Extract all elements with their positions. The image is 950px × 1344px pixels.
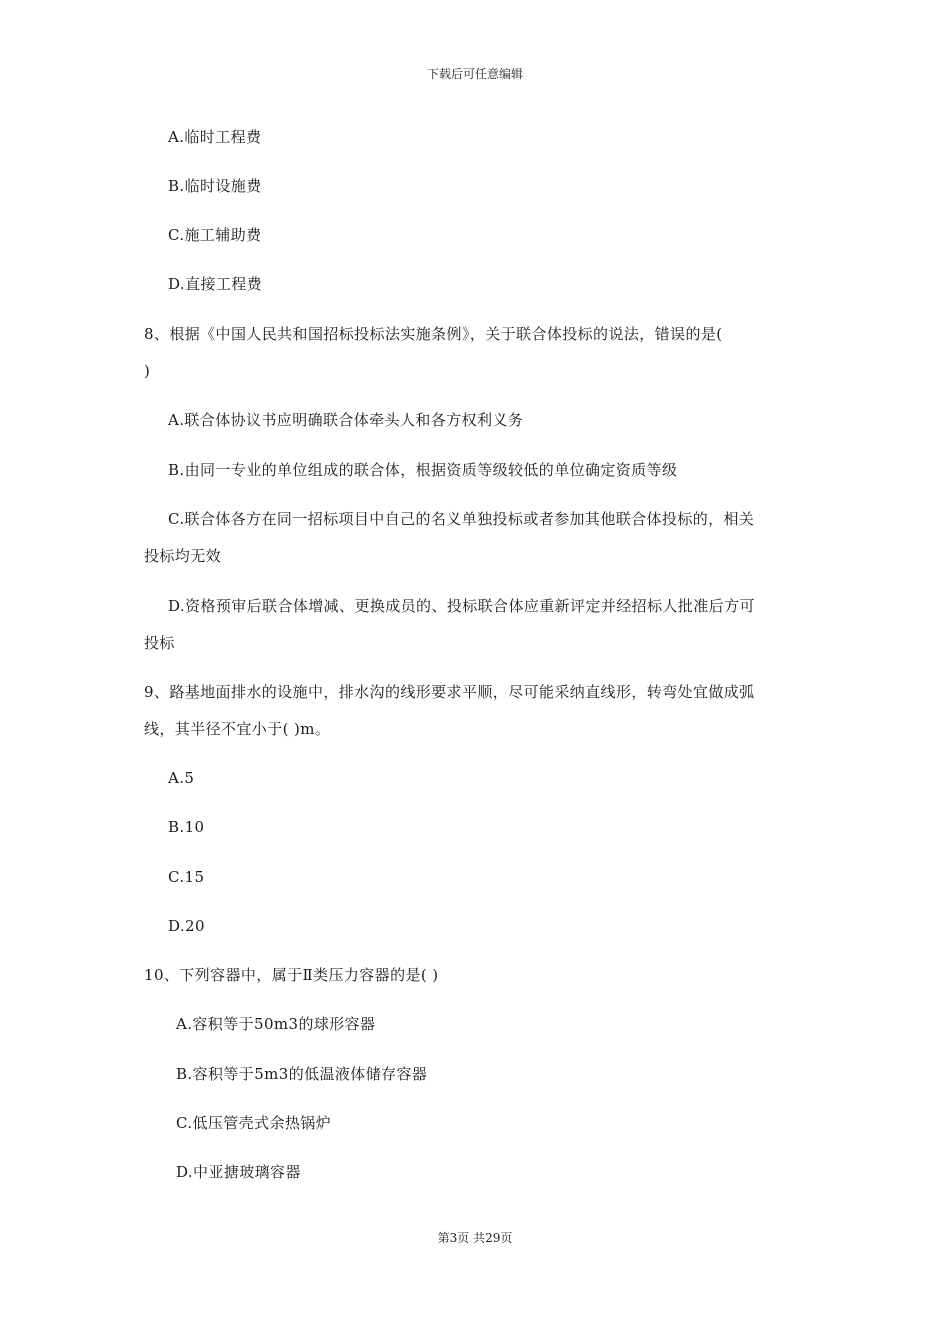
q10-option-d: D.中亚搪玻璃容器 [176, 1163, 301, 1181]
q8-option-d-line-2: 投标 [144, 634, 175, 652]
q8-option-a: A.联合体协议书应明确联合体牵头人和各方权利义务 [168, 411, 524, 429]
q10-option-b: B.容积等于5m3的低温液体储存容器 [176, 1065, 428, 1083]
page-header: 下载后可任意编辑 [426, 67, 523, 81]
q7-option-c: C.施工辅助费 [168, 226, 262, 244]
q10-stem: 10、下列容器中，属于Ⅱ类压力容器的是( ) [144, 966, 439, 984]
q8-option-b: B.由同一专业的单位组成的联合体，根据资质等级较低的单位确定资质等级 [168, 461, 678, 479]
q9-option-d: D.20 [168, 917, 205, 935]
q8-option-c-line-2: 投标均无效 [144, 547, 222, 565]
q8-option-c-line-1: C.联合体各方在同一招标项目中自己的名义单独投标或者参加其他联合体投标的，相关 [168, 510, 755, 528]
q8-stem-line-2: ) [144, 362, 151, 380]
q9-option-a: A.5 [168, 769, 195, 787]
q9-option-c: C.15 [168, 868, 205, 886]
q8-stem-line-1: 8、根据《中国人民共和国招标投标法实施条例》，关于联合体投标的说法，错误的是( [144, 325, 723, 343]
q10-option-c: C.低压管壳式余热锅炉 [176, 1114, 332, 1132]
q9-stem-line-1: 9、路基地面排水的设施中，排水沟的线形要求平顺，尽可能采纳直线形，转弯处宜做成弧 [144, 683, 755, 701]
page-footer: 第3页 共29页 [437, 1231, 513, 1245]
q8-option-d-line-1: D.资格预审后联合体增减、更换成员的、投标联合体应重新评定并经招标人批准后方可 [168, 597, 755, 615]
q7-option-a: A.临时工程费 [168, 128, 262, 146]
q9-option-b: B.10 [168, 818, 205, 836]
q9-stem-line-2: 线，其半径不宜小于( )m。 [144, 720, 331, 738]
q10-option-a: A.容积等于50m3的球形容器 [176, 1015, 376, 1033]
q7-option-d: D.直接工程费 [168, 275, 263, 293]
q7-option-b: B.临时设施费 [168, 177, 262, 195]
